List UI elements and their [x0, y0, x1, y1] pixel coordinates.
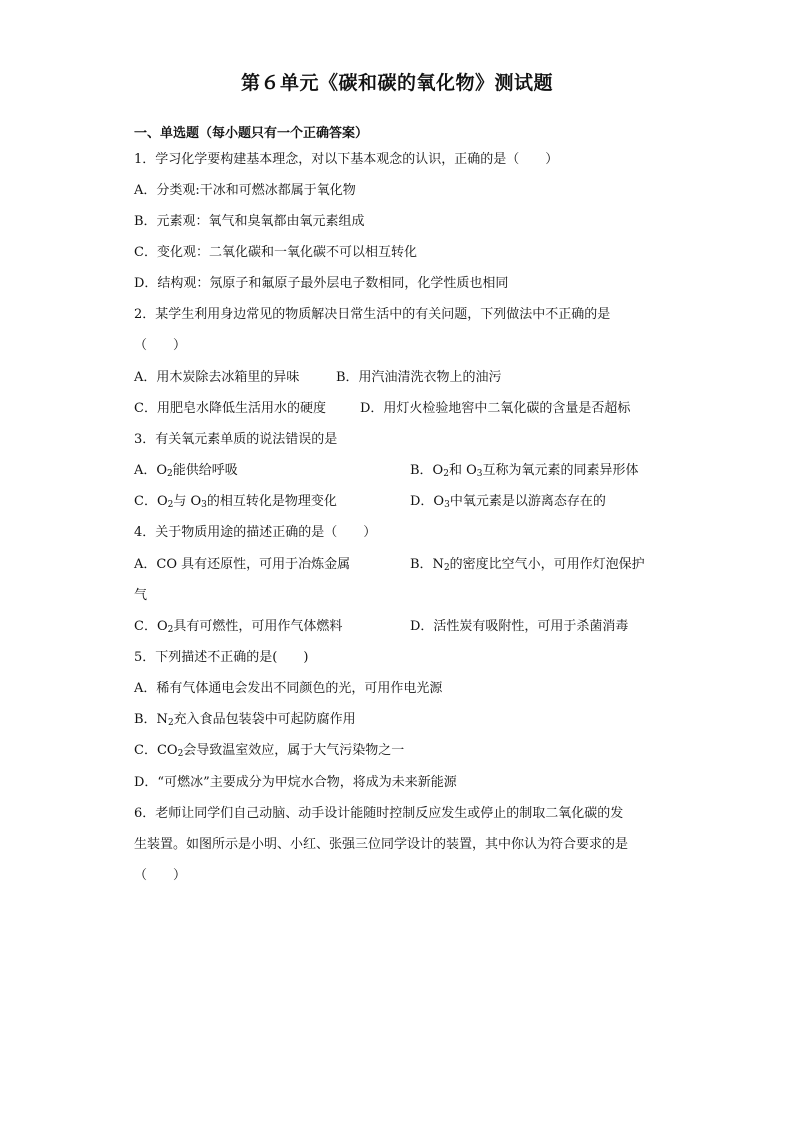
question-4-option-a: A．CO 具有还原性，可用于冶炼金属 — [134, 557, 351, 572]
question-2-option-a: A．用木炭除去冰箱里的异味 — [134, 370, 300, 385]
question-1-option-c: C．变化观：二氧化碳和一氧化碳不可以相互转化 — [134, 245, 417, 260]
question-1-stem: 1．学习化学要构建基本理念，对以下基本观念的认识，正确的是（ ） — [134, 152, 559, 167]
question-3-option-b: B．$O_2$和 $O_3$互称为氧元素的同素异形体 — [410, 463, 639, 479]
question-4-stem: 4．关于物质用途的描述正确的是（ ） — [134, 525, 377, 540]
question-2-answer-paren: （ ） — [134, 338, 187, 353]
question-2-stem: 2．某学生利用身边常见的物质解决日常生活中的有关问题，下列做法中不正确的是 — [134, 307, 611, 322]
question-6-answer-paren: （ ） — [134, 868, 187, 883]
question-2-option-b: B．用汽油清洗衣物上的油污 — [336, 370, 502, 385]
question-5-option-d: D．“可燃冰”主要成分为甲烷水合物，将成为未来新能源 — [134, 775, 457, 790]
section-heading: 一、单选题（每小题只有一个正确答案） — [134, 126, 369, 141]
question-1-option-a: A．分类观:干冰和可燃冰都属于氧化物 — [134, 183, 356, 198]
question-3-option-c: C．$O_2$与 $O_3$的相互转化是物理变化 — [134, 494, 337, 510]
question-3-option-d: D．$O_3$中氧元素是以游离态存在的 — [410, 494, 606, 510]
question-5-stem: 5．下列描述不正确的是( ) — [134, 650, 309, 665]
question-3-stem: 3．有关氧元素单质的说法错误的是 — [134, 432, 338, 447]
question-6-stem-line-2: 生装置。如图所示是小明、小红、张强三位同学设计的装置，其中你认为符合要求的是 — [134, 837, 629, 852]
page-title: 第６单元《碳和碳的氧化物》测试题 — [240, 72, 553, 94]
question-4-option-b: B．$N_2$的密度比空气小，可用作灯泡保护 — [410, 557, 645, 573]
question-4-option-d: D．活性炭有吸附性，可用于杀菌消毒 — [410, 619, 629, 634]
question-2-option-d: D．用灯火检验地窖中二氧化碳的含量是否超标 — [360, 401, 631, 416]
question-6-stem-line-1: 6．老师让同学们自己动脑、动手设计能随时控制反应发生或停止的制取二氧化碳的发 — [134, 806, 624, 821]
question-3-option-a: A．$O_2$能供给呼吸 — [134, 463, 238, 479]
question-5-option-c: C．$CO_2$会导致温室效应，属于大气污染物之一 — [134, 743, 405, 759]
question-5-option-a: A．稀有气体通电会发出不同颜色的光，可用作电光源 — [134, 681, 443, 696]
question-1-option-d: D．结构观：氖原子和氟原子最外层电子数相同，化学性质也相同 — [134, 276, 509, 291]
question-4-option-b-continued: 气 — [134, 588, 148, 603]
question-5-option-b: B．$N_2$充入食品包装袋中可起防腐作用 — [134, 712, 356, 728]
question-1-option-b: B．元素观：氧气和臭氧都由氧元素组成 — [134, 214, 365, 229]
question-4-option-c: C．$O_2$具有可燃性，可用作气体燃料 — [134, 619, 343, 635]
question-2-option-c: C．用肥皂水降低生活用水的硬度 — [134, 401, 326, 416]
